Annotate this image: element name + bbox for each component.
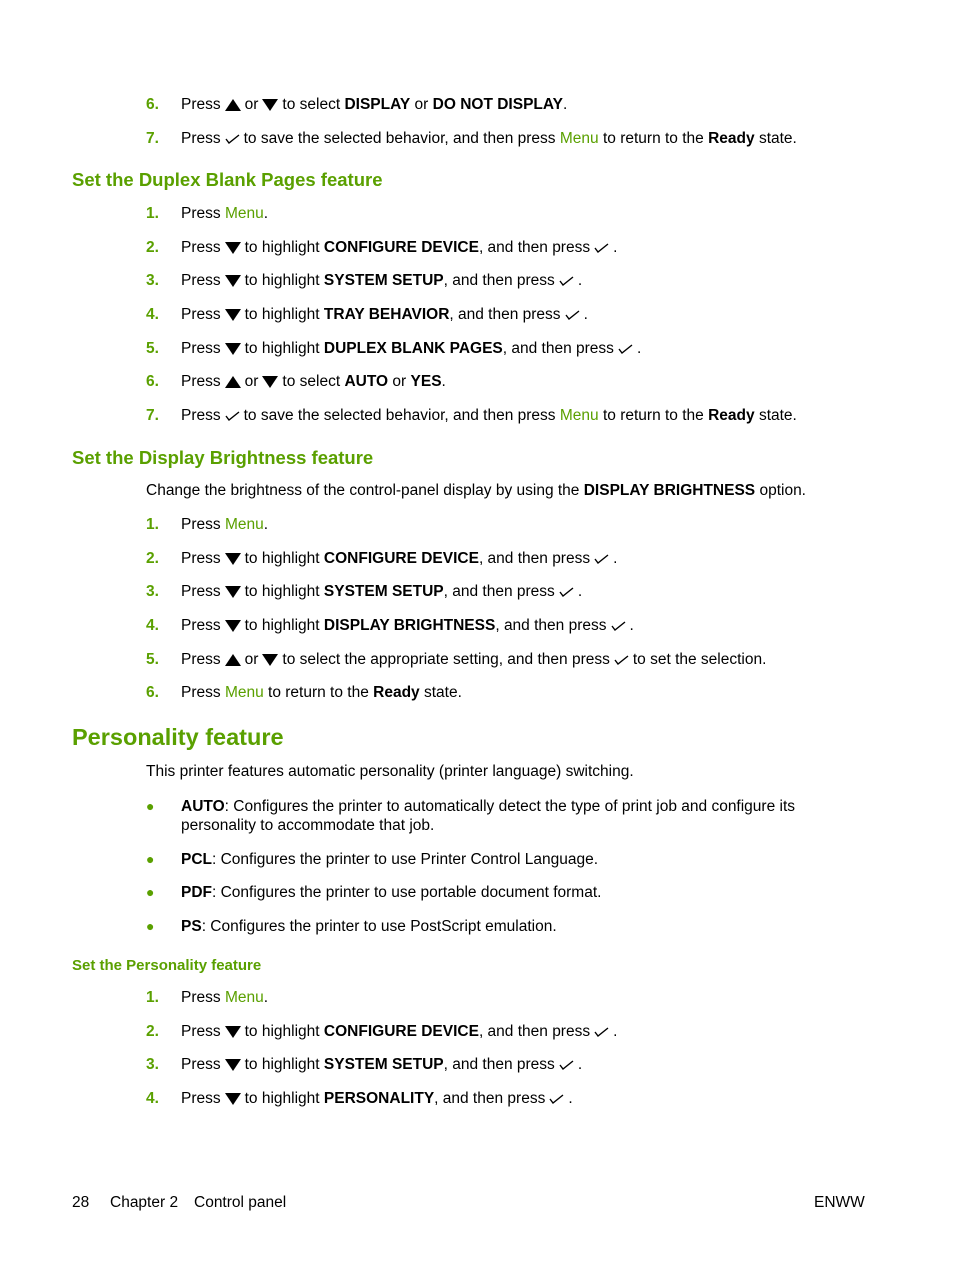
chapter-title: Control panel <box>194 1194 287 1211</box>
top-step-7: 7. Press to save the selected behavior, and then press Menu to return to the Ready state. <box>0 128 954 150</box>
down-arrow-icon <box>225 1026 241 1038</box>
step-number: 4. <box>146 617 159 634</box>
checkmark-icon <box>594 243 609 254</box>
personality-intro: This printer features automatic personality (printer language) switching. <box>146 763 634 780</box>
brightness-step-4: 4. Press to highlight DISPLAY BRIGHTNESS, and then press . <box>0 615 954 637</box>
up-arrow-icon <box>225 654 241 666</box>
duplex-step-2: 2. Press to highlight CONFIGURE DEVICE, and then press . <box>0 237 954 259</box>
step-number: 2. <box>146 550 159 567</box>
bullet-icon: ● <box>146 918 155 934</box>
step-number: 5. <box>146 651 159 668</box>
bullet-icon: ● <box>146 851 155 867</box>
menu-button-reference: Menu <box>224 516 264 533</box>
down-arrow-icon <box>225 309 241 321</box>
step-number: 7. <box>146 130 159 147</box>
down-arrow-icon <box>225 586 241 598</box>
menu-button-reference: Menu <box>224 989 264 1006</box>
personality-step-1: 1. Press Menu. <box>0 987 954 1009</box>
page-number: 28 <box>72 1194 90 1211</box>
step-number: 1. <box>146 205 159 222</box>
checkmark-icon <box>565 310 580 321</box>
list-item: PCL: Configures the printer to use Printer Control Language. <box>181 851 599 868</box>
checkmark-icon <box>618 344 633 355</box>
heading-duplex-blank-pages: Set the Duplex Blank Pages feature <box>72 169 383 190</box>
personality-step-4: 4. Press to highlight PERSONALITY, and then press . <box>0 1088 954 1110</box>
duplex-step-5: 5. Press to highlight DUPLEX BLANK PAGES, and then press . <box>0 338 954 360</box>
list-item: PS: Configures the printer to use PostScript emulation. <box>181 918 557 935</box>
down-arrow-icon <box>262 376 278 388</box>
menu-button-reference: Menu <box>224 205 264 222</box>
checkmark-icon <box>594 1027 609 1038</box>
up-arrow-icon <box>225 99 241 111</box>
checkmark-icon <box>225 411 240 422</box>
step-number: 3. <box>146 583 159 600</box>
down-arrow-icon <box>225 553 241 565</box>
duplex-step-6: 6. Press or to select AUTO or YES. <box>0 371 954 393</box>
brightness-step-1: 1. Press Menu. <box>0 514 954 536</box>
checkmark-icon <box>594 554 609 565</box>
list-item: AUTO: Configures the printer to automatically detect the type of print job and configure its personality to accommodate that job. <box>181 798 796 834</box>
brightness-step-5: 5. Press or to select the appropriate setting, and then press to set the selection. <box>0 649 954 671</box>
checkmark-icon <box>559 276 574 287</box>
brightness-step-3: 3. Press to highlight SYSTEM SETUP, and then press . <box>0 581 954 603</box>
step-number: 1. <box>146 516 159 533</box>
up-arrow-icon <box>225 376 241 388</box>
step-number: 6. <box>146 96 159 113</box>
checkmark-icon <box>559 587 574 598</box>
checkmark-icon <box>549 1094 564 1105</box>
personality-step-3: 3. Press to highlight SYSTEM SETUP, and then press . <box>0 1054 954 1076</box>
checkmark-icon <box>225 134 240 145</box>
step-number: 5. <box>146 340 159 357</box>
menu-button-reference: Menu <box>559 130 599 147</box>
heading-personality-feature: Personality feature <box>72 724 284 750</box>
duplex-step-1: 1. Press Menu. <box>0 203 954 225</box>
chapter-label: Chapter 2 <box>110 1194 179 1211</box>
step-number: 6. <box>146 684 159 701</box>
footer-right-label: ENWW <box>814 1194 865 1211</box>
menu-button-reference: Menu <box>224 684 264 701</box>
duplex-step-7: 7. Press to save the selected behavior, and then press Menu to return to the Ready state. <box>0 405 954 427</box>
step-number: 6. <box>146 373 159 390</box>
down-arrow-icon <box>262 654 278 666</box>
checkmark-icon <box>611 621 626 632</box>
step-number: 2. <box>146 239 159 256</box>
bullet-icon: ● <box>146 884 155 900</box>
step-number: 3. <box>146 1056 159 1073</box>
step-number: 7. <box>146 407 159 424</box>
brightness-step-6: 6. Press Menu to return to the Ready state. <box>0 682 954 704</box>
list-item: PDF: Configures the printer to use portable document format. <box>181 884 602 901</box>
personality-step-2: 2. Press to highlight CONFIGURE DEVICE, and then press . <box>0 1021 954 1043</box>
step-number: 2. <box>146 1023 159 1040</box>
duplex-step-4: 4. Press to highlight TRAY BEHAVIOR, and then press . <box>0 304 954 326</box>
step-number: 4. <box>146 1090 159 1107</box>
down-arrow-icon <box>262 99 278 111</box>
down-arrow-icon <box>225 620 241 632</box>
down-arrow-icon <box>225 242 241 254</box>
brightness-intro: Change the brightness of the control-panel display by using the DISPLAY BRIGHTNESS option. <box>146 482 806 499</box>
brightness-step-2: 2. Press to highlight CONFIGURE DEVICE, and then press . <box>0 548 954 570</box>
down-arrow-icon <box>225 343 241 355</box>
down-arrow-icon <box>225 275 241 287</box>
heading-display-brightness: Set the Display Brightness feature <box>72 447 374 468</box>
step-number: 4. <box>146 306 159 323</box>
down-arrow-icon <box>225 1059 241 1071</box>
duplex-step-3: 3. Press to highlight SYSTEM SETUP, and then press . <box>0 270 954 292</box>
checkmark-icon <box>614 655 629 666</box>
down-arrow-icon <box>225 1093 241 1105</box>
step-number: 1. <box>146 989 159 1006</box>
checkmark-icon <box>559 1060 574 1071</box>
bullet-icon: ● <box>146 798 155 814</box>
menu-button-reference: Menu <box>559 407 599 424</box>
top-step-6: 6. Press or to select DISPLAY or DO NOT DISPLAY. <box>0 94 954 116</box>
step-number: 3. <box>146 272 159 289</box>
heading-set-personality: Set the Personality feature <box>72 957 262 974</box>
